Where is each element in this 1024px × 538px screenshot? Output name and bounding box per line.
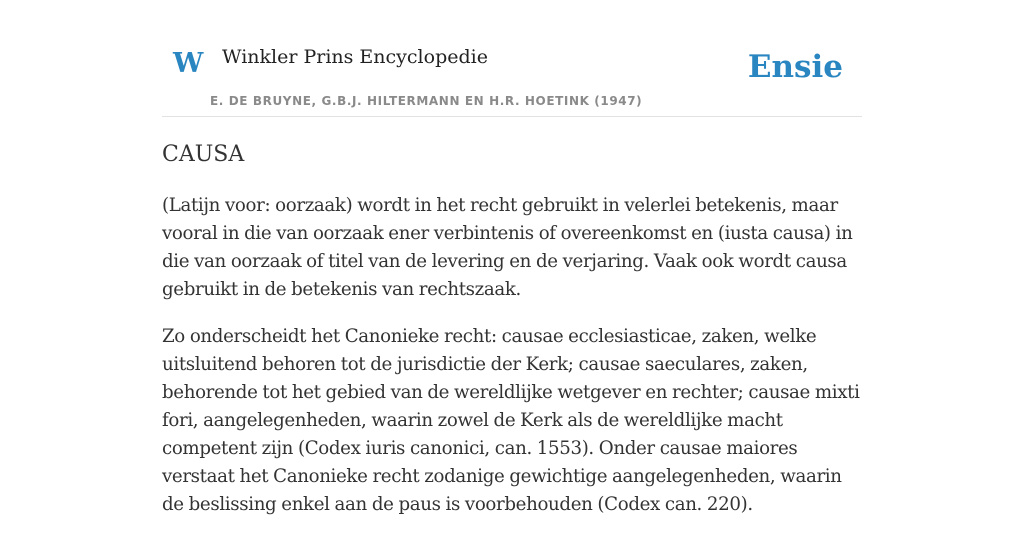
source-authors: E. DE BRUYNE, G.B.J. HILTERMANN EN H.R. HOETINK (1947) (210, 94, 643, 108)
brand-logo[interactable]: Ensie (747, 49, 843, 85)
article-title: CAUSA (162, 142, 245, 167)
source-header (162, 0, 862, 117)
source-title[interactable]: Winkler Prins Encyclopedie (222, 46, 488, 68)
source-logo[interactable]: W (173, 48, 204, 79)
article-body (162, 192, 862, 538)
article-paragraph: Zo onderscheidt het Canonieke recht: causae ecclesiasticae, zaken, welke uitsluitend behoren tot de jurisdictie der Kerk; causae saeculares, zaken, behorende tot het gebied van de wereldlijke wetgever en rechter; causae mixti fori, aangelegenheden, waarin zowel de Kerk als de wereldlijke macht competent zijn (Codex iuris canonici, can. 1553). Onder causae maiores verstaat het Canonieke recht zodanige gewichtige aangelegenheden, waarin de beslissing enkel aan de paus is voorbehouden (Codex can. 220). (162, 326, 860, 515)
page (162, 0, 862, 515)
article-paragraph: (Latijn voor: oorzaak) wordt in het recht gebruikt in velerlei betekenis, maar vooral in die van oorzaak ener verbintenis of overeenkomst en (iusta causa) in die van oorzaak of titel van de levering en de verjaring. Vaak ook wordt causa gebruikt in de betekenis van rechtszaak. (162, 195, 853, 300)
